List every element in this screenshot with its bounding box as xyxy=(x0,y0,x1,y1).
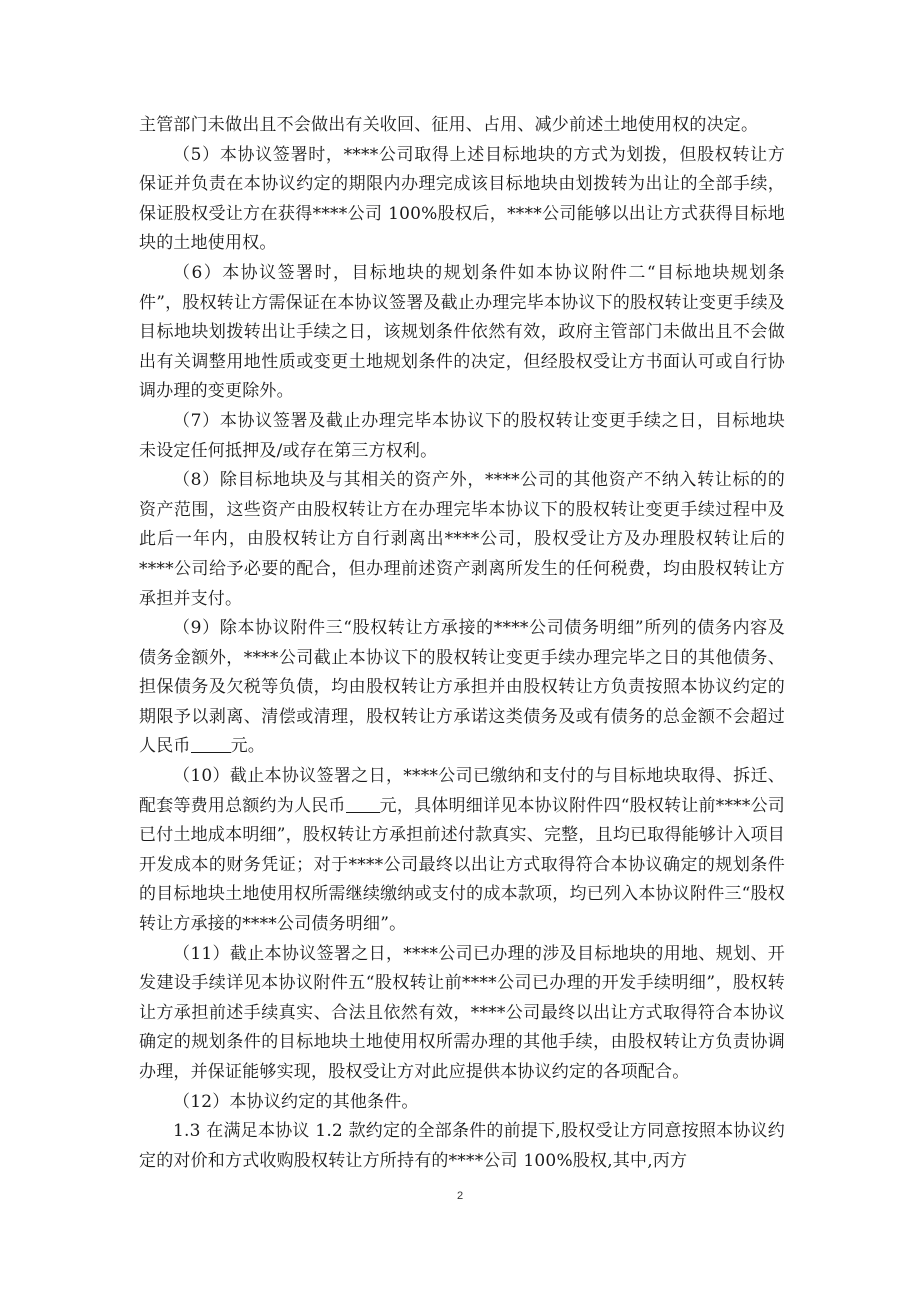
paragraph-clause-12 xyxy=(139,1088,785,1118)
paragraph-clause-7 xyxy=(139,407,785,466)
paragraph-clause-10 xyxy=(139,762,785,940)
amount-blank xyxy=(191,736,231,753)
amount-blank xyxy=(346,796,380,813)
page-number: 2 xyxy=(456,1190,464,1202)
paragraph-text: （6）本协议签署时，目标地块的规划条件如本协议附件二“目标地块规划条件”，股权转让方需保证在本协议签署及截止办理完毕本协议下的股权转让变更手续及目标地块划拨转出让手续之日，该规划条件依然有效，政府主管部门未做出且不会做出有关调整用地性质或变更土地规划条件的决定，但经股权受让方书面认可或自行协调办理的变更除外。 xyxy=(139,262,785,402)
paragraph-clause-9 xyxy=(139,614,785,762)
paragraph-text: 元，具体明细详见本协议附件四“股权转让前****公司已付土地成本明细”，股权转让方承担前述付款真实、完整，且均已取得能够计入项目开发成本的财务凭证；对于****公司最终以出让方式取得符合本协议确定的规划条件的目标地块土地使用权所需继续缴纳或支付的成本款项，均已列入本协议附件三“股权转让方承接的****公司债务明细”。 xyxy=(139,795,785,935)
paragraph-section-1-3 xyxy=(139,1117,785,1176)
paragraph-text: （11）截止本协议签署之日，****公司已办理的涉及目标地块的用地、规划、开发建设手续详见本协议附件五“股权转让前****公司已办理的开发手续明细”，股权转让方承担前述手续真实、合法且依然有效，****公司最终以出让方式取得符合本协议确定的规划条件的目标地块土地使用权所需办理的其他手续，由股权转让方负责协调办理，并保证能够实现，股权受让方对此应提供本协议约定的各项配合。 xyxy=(139,943,785,1082)
paragraph-clause-11 xyxy=(139,940,785,1088)
paragraph-text: 主管部门未做出且不会做出有关收回、征用、占用、减少前述土地使用权的决定。 xyxy=(139,115,759,135)
paragraph-text: （5）本协议签署时，****公司取得上述目标地块的方式为划拨，但股权转让方保证并负责在本协议约定的期限内办理完成该目标地块由划拨转为出让的全部手续，保证股权受让方在获得****公司 100%股权后，****公司能够以出让方式获得目标地块的土地使用权。 xyxy=(139,144,785,254)
paragraph-text: （8）除目标地块及与其相关的资产外，****公司的其他资产不纳入转让标的的资产范围，这些资产由股权转让方在办理完毕本协议下的股权转让变更手续过程中及此后一年内，由股权转让方自行剥离出****公司，股权受让方及办理股权转让后的****公司给予必要的配合，但办理前述资产剥离所发生的任何税费，均由股权转让方承担并支付。 xyxy=(139,470,785,609)
paragraph-text: 1.3 在满足本协议 1.2 款约定的全部条件的前提下,股权受让方同意按照本协议约定的对价和方式收购股权转让方所持有的****公司 100%股权,其中,丙方 xyxy=(139,1121,785,1171)
paragraph-text: （9）除本协议附件三“股权转让方承接的****公司债务明细”所列的债务内容及债务金额外，****公司截止本协议下的股权转让变更手续办理完毕之日的其他债务、担保债务及欠税等负债，均由股权转让方承担并由股权转让方负责按照本协议约定的期限予以剥离、清偿或清理，股权转让方承诺这类债务及或有债务的总金额不会超过人民币 xyxy=(139,618,785,757)
paragraph-text: （10）截止本协议签署之日，****公司已缴纳和支付的与目标地块取得、拆迁、配套等费用总额约为人民币 xyxy=(139,766,785,816)
paragraph-text: （12）本协议约定的其他条件。 xyxy=(173,1091,419,1112)
paragraph-text: （7）本协议签署及截止办理完毕本协议下的股权转让变更手续之日，目标地块未设定任何抵押及/或存在第三方权利。 xyxy=(139,410,785,461)
paragraph-text: 元。 xyxy=(230,736,266,757)
paragraph-clause-6 xyxy=(139,259,785,407)
document-body xyxy=(139,111,785,1176)
paragraph-continuation xyxy=(139,111,785,141)
paragraph-clause-8 xyxy=(139,466,785,614)
paragraph-clause-5 xyxy=(139,141,785,259)
